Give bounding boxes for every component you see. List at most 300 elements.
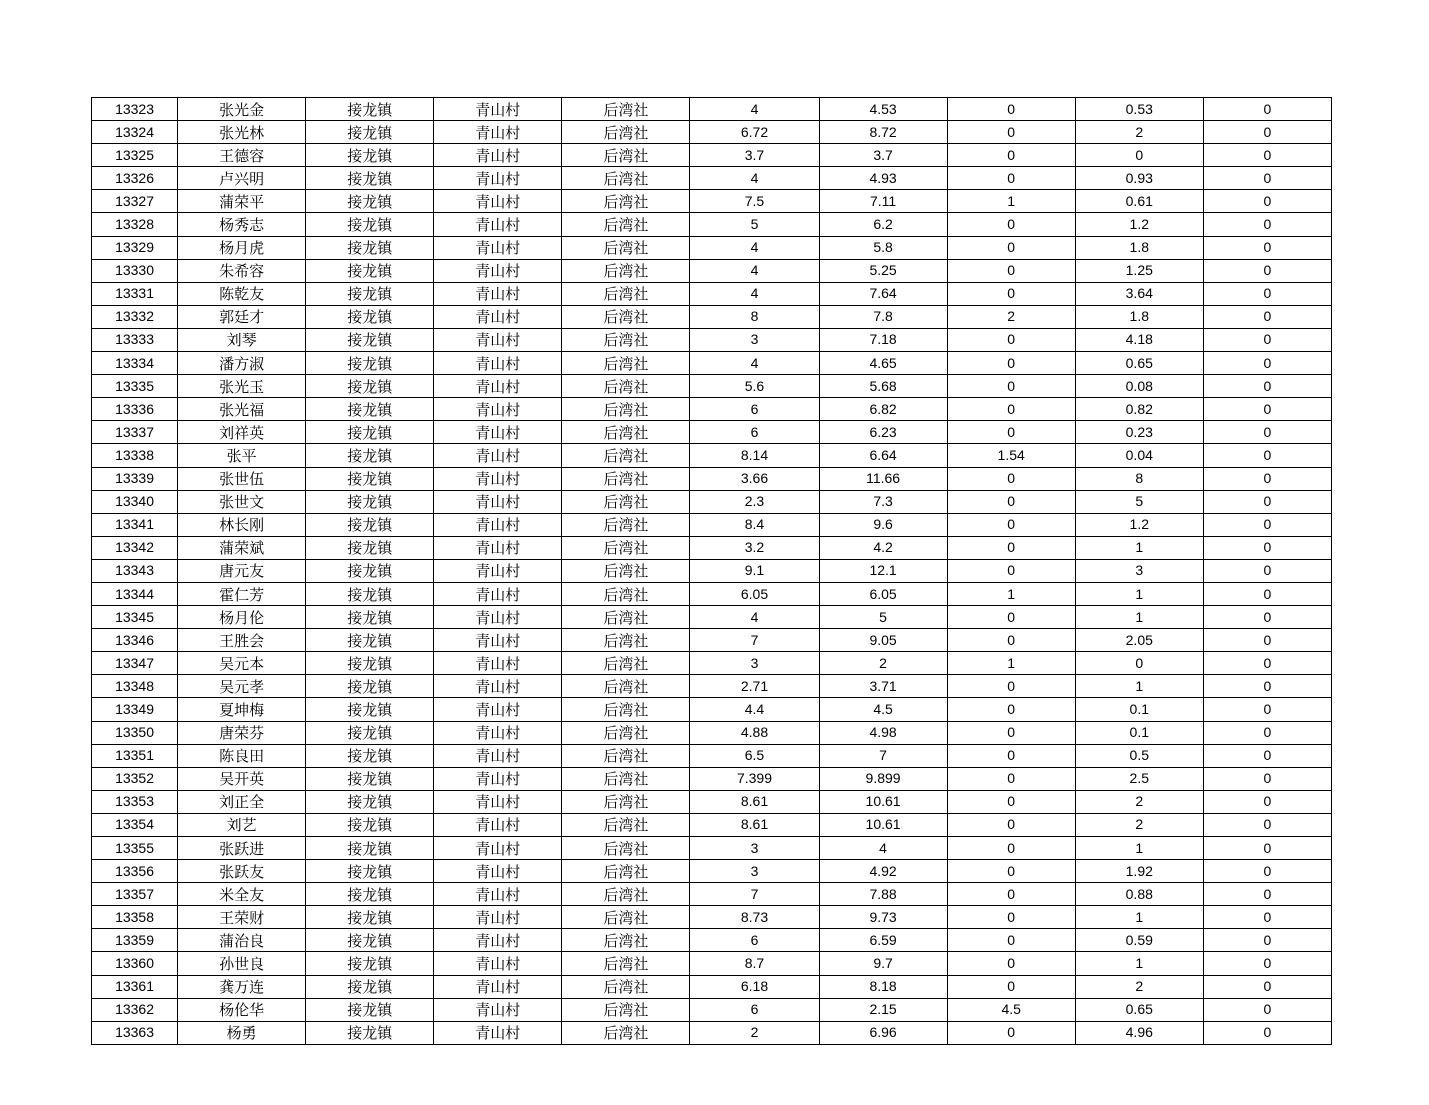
cell-village: 青山村 bbox=[434, 767, 562, 790]
cell-name: 张光林 bbox=[178, 121, 306, 144]
cell-name: 王胜会 bbox=[178, 629, 306, 652]
cell-name: 朱希容 bbox=[178, 259, 306, 282]
cell-c5: 0 bbox=[1203, 629, 1331, 652]
cell-town: 接龙镇 bbox=[306, 929, 434, 952]
cell-group: 后湾社 bbox=[562, 352, 690, 375]
cell-group: 后湾社 bbox=[562, 860, 690, 883]
cell-village: 青山村 bbox=[434, 559, 562, 582]
cell-c1: 4 bbox=[690, 259, 819, 282]
cell-c2: 9.6 bbox=[819, 513, 947, 536]
cell-c4: 1.25 bbox=[1075, 259, 1203, 282]
cell-c5: 0 bbox=[1203, 559, 1331, 582]
cell-group: 后湾社 bbox=[562, 698, 690, 721]
cell-id: 13353 bbox=[92, 790, 178, 813]
cell-c3: 0 bbox=[947, 398, 1075, 421]
cell-town: 接龙镇 bbox=[306, 398, 434, 421]
cell-town: 接龙镇 bbox=[306, 652, 434, 675]
cell-c4: 1 bbox=[1075, 606, 1203, 629]
cell-c1: 9.1 bbox=[690, 559, 819, 582]
cell-c5: 0 bbox=[1203, 929, 1331, 952]
cell-town: 接龙镇 bbox=[306, 952, 434, 975]
cell-c4: 0.82 bbox=[1075, 398, 1203, 421]
cell-c3: 0 bbox=[947, 1021, 1075, 1044]
cell-id: 13349 bbox=[92, 698, 178, 721]
cell-c4: 1.2 bbox=[1075, 513, 1203, 536]
cell-group: 后湾社 bbox=[562, 975, 690, 998]
table-row bbox=[92, 259, 1332, 282]
cell-c2: 4 bbox=[819, 837, 947, 860]
cell-name: 米全友 bbox=[178, 883, 306, 906]
cell-town: 接龙镇 bbox=[306, 883, 434, 906]
cell-town: 接龙镇 bbox=[306, 837, 434, 860]
cell-c3: 1 bbox=[947, 190, 1075, 213]
cell-name: 林长刚 bbox=[178, 513, 306, 536]
table-row bbox=[92, 860, 1332, 883]
cell-id: 13340 bbox=[92, 490, 178, 513]
cell-id: 13354 bbox=[92, 813, 178, 836]
cell-name: 张世文 bbox=[178, 490, 306, 513]
cell-c1: 4 bbox=[690, 98, 819, 121]
cell-name: 刘祥英 bbox=[178, 421, 306, 444]
cell-c2: 10.61 bbox=[819, 813, 947, 836]
cell-c5: 0 bbox=[1203, 606, 1331, 629]
cell-c1: 6.05 bbox=[690, 582, 819, 605]
cell-c2: 7.88 bbox=[819, 883, 947, 906]
cell-group: 后湾社 bbox=[562, 813, 690, 836]
cell-c4: 2 bbox=[1075, 121, 1203, 144]
cell-group: 后湾社 bbox=[562, 1021, 690, 1044]
cell-name: 夏坤梅 bbox=[178, 698, 306, 721]
cell-c1: 4 bbox=[690, 352, 819, 375]
cell-c2: 9.7 bbox=[819, 952, 947, 975]
cell-town: 接龙镇 bbox=[306, 121, 434, 144]
cell-id: 13356 bbox=[92, 860, 178, 883]
cell-c5: 0 bbox=[1203, 998, 1331, 1021]
cell-group: 后湾社 bbox=[562, 167, 690, 190]
cell-c5: 0 bbox=[1203, 652, 1331, 675]
cell-c2: 5 bbox=[819, 606, 947, 629]
cell-town: 接龙镇 bbox=[306, 467, 434, 490]
cell-group: 后湾社 bbox=[562, 513, 690, 536]
cell-town: 接龙镇 bbox=[306, 559, 434, 582]
cell-village: 青山村 bbox=[434, 144, 562, 167]
cell-id: 13335 bbox=[92, 375, 178, 398]
cell-c1: 3 bbox=[690, 860, 819, 883]
cell-town: 接龙镇 bbox=[306, 744, 434, 767]
cell-c5: 0 bbox=[1203, 883, 1331, 906]
cell-id: 13351 bbox=[92, 744, 178, 767]
cell-c3: 2 bbox=[947, 305, 1075, 328]
table-row bbox=[92, 352, 1332, 375]
cell-id: 13341 bbox=[92, 513, 178, 536]
cell-c2: 11.66 bbox=[819, 467, 947, 490]
cell-c5: 0 bbox=[1203, 536, 1331, 559]
table-row bbox=[92, 559, 1332, 582]
cell-c4: 1 bbox=[1075, 837, 1203, 860]
cell-c4: 4.18 bbox=[1075, 328, 1203, 351]
cell-village: 青山村 bbox=[434, 629, 562, 652]
table-row bbox=[92, 282, 1332, 305]
cell-c3: 0 bbox=[947, 698, 1075, 721]
cell-c1: 4 bbox=[690, 606, 819, 629]
cell-village: 青山村 bbox=[434, 444, 562, 467]
cell-c5: 0 bbox=[1203, 236, 1331, 259]
cell-c5: 0 bbox=[1203, 906, 1331, 929]
cell-c2: 5.25 bbox=[819, 259, 947, 282]
cell-village: 青山村 bbox=[434, 906, 562, 929]
cell-id: 13342 bbox=[92, 536, 178, 559]
cell-c1: 6.5 bbox=[690, 744, 819, 767]
cell-town: 接龙镇 bbox=[306, 698, 434, 721]
cell-village: 青山村 bbox=[434, 121, 562, 144]
table-row bbox=[92, 744, 1332, 767]
table-row bbox=[92, 582, 1332, 605]
cell-c2: 6.64 bbox=[819, 444, 947, 467]
cell-name: 陈良田 bbox=[178, 744, 306, 767]
cell-c4: 1.92 bbox=[1075, 860, 1203, 883]
cell-c3: 0 bbox=[947, 375, 1075, 398]
cell-c5: 0 bbox=[1203, 375, 1331, 398]
cell-town: 接龙镇 bbox=[306, 352, 434, 375]
cell-town: 接龙镇 bbox=[306, 167, 434, 190]
cell-group: 后湾社 bbox=[562, 190, 690, 213]
cell-c3: 0 bbox=[947, 952, 1075, 975]
cell-id: 13331 bbox=[92, 282, 178, 305]
cell-c5: 0 bbox=[1203, 144, 1331, 167]
cell-name: 张跃进 bbox=[178, 837, 306, 860]
cell-c1: 3.66 bbox=[690, 467, 819, 490]
cell-group: 后湾社 bbox=[562, 236, 690, 259]
table-row bbox=[92, 975, 1332, 998]
table-row bbox=[92, 837, 1332, 860]
cell-c3: 0 bbox=[947, 606, 1075, 629]
cell-id: 13326 bbox=[92, 167, 178, 190]
cell-id: 13325 bbox=[92, 144, 178, 167]
table-row bbox=[92, 375, 1332, 398]
cell-town: 接龙镇 bbox=[306, 144, 434, 167]
cell-id: 13334 bbox=[92, 352, 178, 375]
cell-c1: 7.399 bbox=[690, 767, 819, 790]
cell-c3: 0 bbox=[947, 883, 1075, 906]
cell-c3: 0 bbox=[947, 906, 1075, 929]
cell-group: 后湾社 bbox=[562, 121, 690, 144]
cell-c5: 0 bbox=[1203, 975, 1331, 998]
cell-name: 潘方淑 bbox=[178, 352, 306, 375]
cell-id: 13339 bbox=[92, 467, 178, 490]
cell-name: 陈乾友 bbox=[178, 282, 306, 305]
table-row bbox=[92, 929, 1332, 952]
cell-id: 13323 bbox=[92, 98, 178, 121]
table-row bbox=[92, 444, 1332, 467]
cell-c3: 1 bbox=[947, 652, 1075, 675]
cell-group: 后湾社 bbox=[562, 375, 690, 398]
table-row bbox=[92, 652, 1332, 675]
cell-c1: 3 bbox=[690, 328, 819, 351]
cell-c4: 8 bbox=[1075, 467, 1203, 490]
cell-c2: 7.18 bbox=[819, 328, 947, 351]
cell-c4: 2.5 bbox=[1075, 767, 1203, 790]
cell-name: 杨伦华 bbox=[178, 998, 306, 1021]
cell-village: 青山村 bbox=[434, 213, 562, 236]
cell-c3: 0 bbox=[947, 282, 1075, 305]
cell-village: 青山村 bbox=[434, 352, 562, 375]
cell-c5: 0 bbox=[1203, 444, 1331, 467]
cell-name: 张跃友 bbox=[178, 860, 306, 883]
cell-c5: 0 bbox=[1203, 467, 1331, 490]
cell-c1: 8.4 bbox=[690, 513, 819, 536]
cell-id: 13329 bbox=[92, 236, 178, 259]
table-row bbox=[92, 144, 1332, 167]
cell-name: 张光玉 bbox=[178, 375, 306, 398]
cell-group: 后湾社 bbox=[562, 421, 690, 444]
cell-town: 接龙镇 bbox=[306, 813, 434, 836]
cell-c5: 0 bbox=[1203, 513, 1331, 536]
cell-c4: 1.2 bbox=[1075, 213, 1203, 236]
cell-c4: 0.5 bbox=[1075, 744, 1203, 767]
cell-name: 刘艺 bbox=[178, 813, 306, 836]
cell-name: 杨勇 bbox=[178, 1021, 306, 1044]
cell-town: 接龙镇 bbox=[306, 606, 434, 629]
cell-c3: 0 bbox=[947, 352, 1075, 375]
cell-c5: 0 bbox=[1203, 421, 1331, 444]
cell-group: 后湾社 bbox=[562, 398, 690, 421]
cell-name: 唐荣芬 bbox=[178, 721, 306, 744]
cell-c5: 0 bbox=[1203, 213, 1331, 236]
cell-c1: 3 bbox=[690, 652, 819, 675]
cell-name: 郭廷才 bbox=[178, 305, 306, 328]
cell-c2: 7.64 bbox=[819, 282, 947, 305]
cell-c4: 0.93 bbox=[1075, 167, 1203, 190]
cell-village: 青山村 bbox=[434, 490, 562, 513]
table-row bbox=[92, 906, 1332, 929]
cell-group: 后湾社 bbox=[562, 213, 690, 236]
cell-c3: 0 bbox=[947, 675, 1075, 698]
cell-name: 孙世良 bbox=[178, 952, 306, 975]
cell-c1: 3 bbox=[690, 837, 819, 860]
cell-town: 接龙镇 bbox=[306, 721, 434, 744]
cell-c3: 0 bbox=[947, 144, 1075, 167]
cell-c3: 0 bbox=[947, 860, 1075, 883]
cell-c2: 7.11 bbox=[819, 190, 947, 213]
cell-id: 13360 bbox=[92, 952, 178, 975]
cell-c2: 6.2 bbox=[819, 213, 947, 236]
cell-c3: 0 bbox=[947, 929, 1075, 952]
table-row bbox=[92, 213, 1332, 236]
cell-c4: 5 bbox=[1075, 490, 1203, 513]
cell-c2: 10.61 bbox=[819, 790, 947, 813]
cell-group: 后湾社 bbox=[562, 929, 690, 952]
cell-c4: 0.65 bbox=[1075, 998, 1203, 1021]
cell-c1: 6 bbox=[690, 929, 819, 952]
cell-village: 青山村 bbox=[434, 929, 562, 952]
cell-town: 接龙镇 bbox=[306, 98, 434, 121]
table-row bbox=[92, 467, 1332, 490]
cell-c4: 1 bbox=[1075, 582, 1203, 605]
table-body bbox=[92, 98, 1332, 1045]
cell-name: 张平 bbox=[178, 444, 306, 467]
cell-town: 接龙镇 bbox=[306, 421, 434, 444]
cell-c5: 0 bbox=[1203, 813, 1331, 836]
cell-name: 张世伍 bbox=[178, 467, 306, 490]
cell-name: 霍仁芳 bbox=[178, 582, 306, 605]
cell-c5: 0 bbox=[1203, 305, 1331, 328]
cell-c4: 4.96 bbox=[1075, 1021, 1203, 1044]
cell-group: 后湾社 bbox=[562, 790, 690, 813]
cell-town: 接龙镇 bbox=[306, 513, 434, 536]
cell-c2: 7.3 bbox=[819, 490, 947, 513]
cell-c5: 0 bbox=[1203, 837, 1331, 860]
cell-c4: 0 bbox=[1075, 144, 1203, 167]
cell-c4: 3.64 bbox=[1075, 282, 1203, 305]
cell-village: 青山村 bbox=[434, 375, 562, 398]
cell-village: 青山村 bbox=[434, 582, 562, 605]
cell-c3: 0 bbox=[947, 744, 1075, 767]
cell-name: 龚万连 bbox=[178, 975, 306, 998]
cell-name: 杨月虎 bbox=[178, 236, 306, 259]
table-row bbox=[92, 98, 1332, 121]
cell-group: 后湾社 bbox=[562, 467, 690, 490]
table-row bbox=[92, 629, 1332, 652]
cell-id: 13344 bbox=[92, 582, 178, 605]
cell-village: 青山村 bbox=[434, 536, 562, 559]
cell-village: 青山村 bbox=[434, 282, 562, 305]
cell-c2: 4.98 bbox=[819, 721, 947, 744]
cell-c4: 2 bbox=[1075, 813, 1203, 836]
cell-c3: 0 bbox=[947, 328, 1075, 351]
cell-id: 13358 bbox=[92, 906, 178, 929]
table-row bbox=[92, 236, 1332, 259]
cell-c2: 8.72 bbox=[819, 121, 947, 144]
cell-c1: 2.71 bbox=[690, 675, 819, 698]
cell-c5: 0 bbox=[1203, 744, 1331, 767]
cell-town: 接龙镇 bbox=[306, 213, 434, 236]
cell-c3: 0 bbox=[947, 259, 1075, 282]
cell-group: 后湾社 bbox=[562, 998, 690, 1021]
cell-town: 接龙镇 bbox=[306, 328, 434, 351]
cell-c2: 4.65 bbox=[819, 352, 947, 375]
cell-town: 接龙镇 bbox=[306, 375, 434, 398]
cell-village: 青山村 bbox=[434, 259, 562, 282]
cell-c2: 4.53 bbox=[819, 98, 947, 121]
cell-group: 后湾社 bbox=[562, 606, 690, 629]
cell-c1: 4.4 bbox=[690, 698, 819, 721]
cell-c1: 7.5 bbox=[690, 190, 819, 213]
table-row bbox=[92, 490, 1332, 513]
cell-c2: 4.93 bbox=[819, 167, 947, 190]
table-row bbox=[92, 398, 1332, 421]
table-row bbox=[92, 998, 1332, 1021]
cell-name: 吴开英 bbox=[178, 767, 306, 790]
cell-c3: 0 bbox=[947, 98, 1075, 121]
cell-name: 杨秀志 bbox=[178, 213, 306, 236]
cell-town: 接龙镇 bbox=[306, 282, 434, 305]
cell-c2: 9.05 bbox=[819, 629, 947, 652]
cell-c3: 0 bbox=[947, 813, 1075, 836]
cell-c4: 1 bbox=[1075, 675, 1203, 698]
cell-c2: 7.8 bbox=[819, 305, 947, 328]
cell-name: 吴元本 bbox=[178, 652, 306, 675]
cell-village: 青山村 bbox=[434, 467, 562, 490]
cell-village: 青山村 bbox=[434, 790, 562, 813]
table-row bbox=[92, 190, 1332, 213]
cell-c3: 1.54 bbox=[947, 444, 1075, 467]
cell-c2: 9.73 bbox=[819, 906, 947, 929]
cell-c2: 6.96 bbox=[819, 1021, 947, 1044]
cell-group: 后湾社 bbox=[562, 675, 690, 698]
cell-name: 刘正全 bbox=[178, 790, 306, 813]
cell-id: 13337 bbox=[92, 421, 178, 444]
cell-town: 接龙镇 bbox=[306, 236, 434, 259]
cell-village: 青山村 bbox=[434, 975, 562, 998]
cell-village: 青山村 bbox=[434, 167, 562, 190]
cell-c2: 5.8 bbox=[819, 236, 947, 259]
cell-group: 后湾社 bbox=[562, 490, 690, 513]
table-row bbox=[92, 767, 1332, 790]
cell-c4: 1 bbox=[1075, 906, 1203, 929]
cell-c3: 0 bbox=[947, 559, 1075, 582]
cell-c5: 0 bbox=[1203, 582, 1331, 605]
cell-name: 张光福 bbox=[178, 398, 306, 421]
cell-c4: 0.53 bbox=[1075, 98, 1203, 121]
cell-c2: 12.1 bbox=[819, 559, 947, 582]
cell-id: 13363 bbox=[92, 1021, 178, 1044]
cell-group: 后湾社 bbox=[562, 444, 690, 467]
cell-town: 接龙镇 bbox=[306, 190, 434, 213]
cell-village: 青山村 bbox=[434, 398, 562, 421]
cell-c2: 2 bbox=[819, 652, 947, 675]
table-row bbox=[92, 790, 1332, 813]
table-row bbox=[92, 606, 1332, 629]
cell-c4: 1 bbox=[1075, 536, 1203, 559]
cell-c4: 0.08 bbox=[1075, 375, 1203, 398]
cell-id: 13355 bbox=[92, 837, 178, 860]
cell-group: 后湾社 bbox=[562, 906, 690, 929]
cell-village: 青山村 bbox=[434, 305, 562, 328]
cell-c1: 8.61 bbox=[690, 790, 819, 813]
table-row bbox=[92, 305, 1332, 328]
cell-c4: 0.1 bbox=[1075, 698, 1203, 721]
cell-c4: 1.8 bbox=[1075, 305, 1203, 328]
cell-id: 13327 bbox=[92, 190, 178, 213]
cell-town: 接龙镇 bbox=[306, 490, 434, 513]
cell-village: 青山村 bbox=[434, 236, 562, 259]
cell-id: 13362 bbox=[92, 998, 178, 1021]
cell-c5: 0 bbox=[1203, 675, 1331, 698]
cell-c5: 0 bbox=[1203, 721, 1331, 744]
cell-c1: 2.3 bbox=[690, 490, 819, 513]
cell-c3: 0 bbox=[947, 975, 1075, 998]
cell-group: 后湾社 bbox=[562, 305, 690, 328]
cell-id: 13347 bbox=[92, 652, 178, 675]
table-row bbox=[92, 883, 1332, 906]
cell-name: 刘琴 bbox=[178, 328, 306, 351]
cell-village: 青山村 bbox=[434, 744, 562, 767]
cell-group: 后湾社 bbox=[562, 837, 690, 860]
cell-town: 接龙镇 bbox=[306, 998, 434, 1021]
cell-village: 青山村 bbox=[434, 675, 562, 698]
cell-c5: 0 bbox=[1203, 398, 1331, 421]
cell-c5: 0 bbox=[1203, 790, 1331, 813]
cell-c1: 4 bbox=[690, 236, 819, 259]
table-row bbox=[92, 675, 1332, 698]
cell-id: 13348 bbox=[92, 675, 178, 698]
cell-village: 青山村 bbox=[434, 837, 562, 860]
cell-group: 后湾社 bbox=[562, 282, 690, 305]
cell-group: 后湾社 bbox=[562, 652, 690, 675]
cell-c2: 6.23 bbox=[819, 421, 947, 444]
cell-group: 后湾社 bbox=[562, 559, 690, 582]
cell-c3: 0 bbox=[947, 513, 1075, 536]
